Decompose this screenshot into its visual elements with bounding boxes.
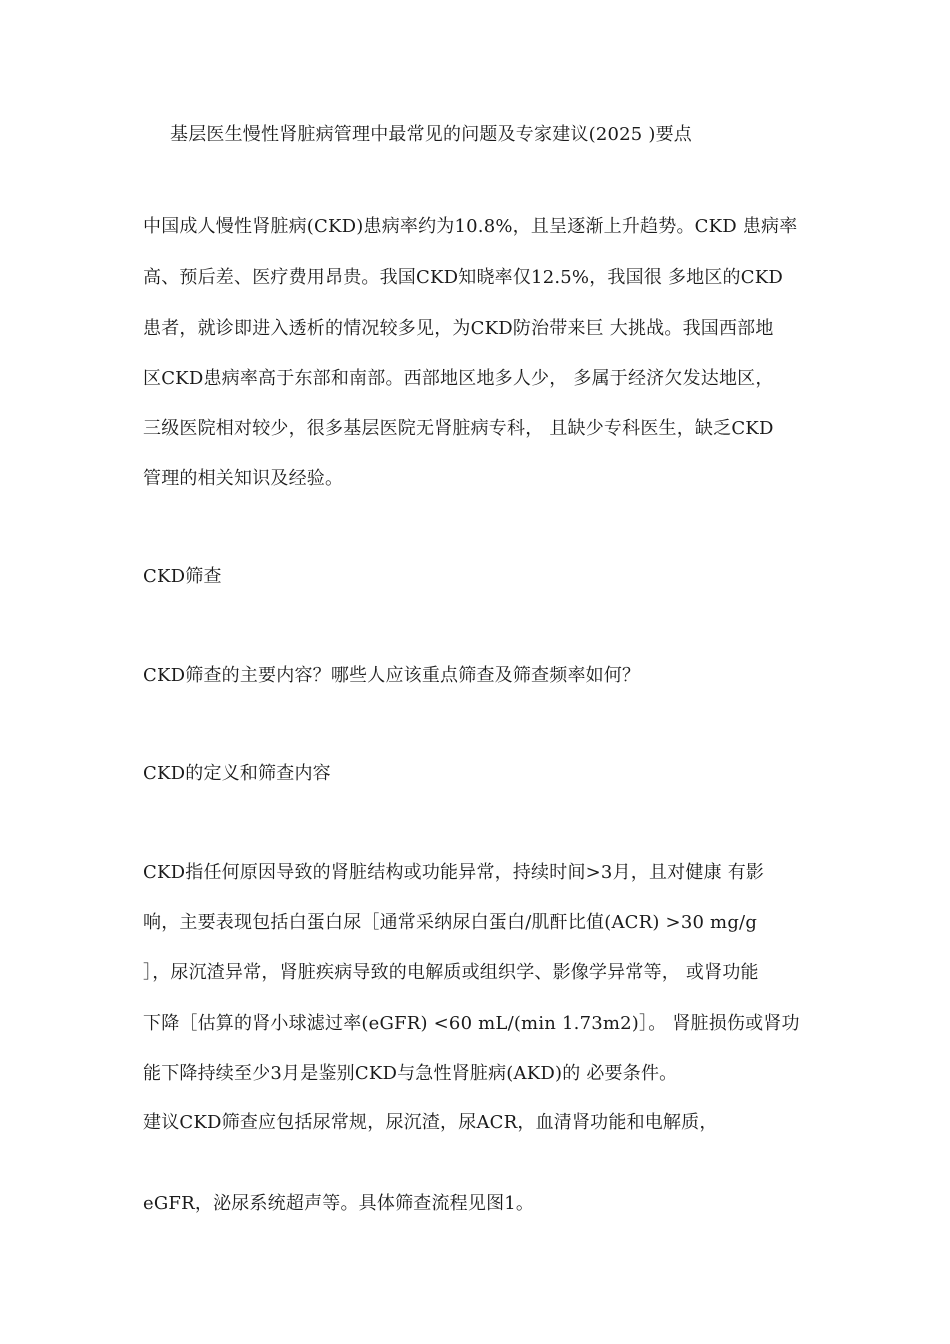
definition-line-5: 能下降持续至少3月是鉴别CKD与急性肾脏病(AKD)的 必要条件。 — [143, 1063, 678, 1084]
subheading: CKD的定义和筛查内容 — [143, 763, 331, 784]
intro-line-1: 中国成人慢性肾脏病(CKD)患病率约为10.8%，且呈逐渐上升趋势。CKD 患病率 — [143, 216, 798, 237]
definition-line-1: CKD指任何原因导致的肾脏结构或功能异常，持续时间>3月，且对健康 有影 — [143, 862, 765, 883]
intro-line-3: 患者，就诊即进入透析的情况较多见，为CKD防治带来巨 大挑战。我国西部地 — [143, 318, 774, 339]
definition-line-4: 下降［估算的肾小球滤过率(eGFR) <60 mL/(min 1.73m2)］。 肾脏损伤或肾功 — [143, 1013, 800, 1034]
intro-line-2: 高、预后差、医疗费用昂贵。我国CKD知晓率仅12.5%，我国很 多地区的CKD — [143, 267, 784, 288]
recommendation-line-1: 建议CKD筛查应包括尿常规，尿沉渣，尿ACR，血清肾功能和电解质， — [143, 1112, 718, 1133]
definition-line-2: 响，主要表现包括白蛋白尿［通常采纳尿白蛋白/肌酐比值(ACR) >30 mg/g — [143, 912, 758, 933]
intro-line-5: 三级医院相对较少，很多基层医院无肾脏病专科， 且缺少专科医生，缺乏CKD — [143, 418, 774, 439]
document-title: 基层医生慢性肾脏病管理中最常见的问题及专家建议(2025 )要点 — [170, 124, 692, 145]
section-heading: CKD筛查 — [143, 566, 222, 587]
screening-question: CKD筛查的主要内容？哪些人应该重点筛查及筛查频率如何？ — [143, 665, 641, 686]
intro-line-4: 区CKD患病率高于东部和南部。西部地区地多人少， 多属于经济欠发达地区， — [143, 368, 774, 389]
recommendation-line-2: eGFR，泌尿系统超声等。具体筛查流程见图1。 — [143, 1193, 535, 1214]
definition-line-3: ］，尿沉渣异常，肾脏疾病导致的电解质或组织学、影像学异常等， 或肾功能 — [143, 962, 759, 983]
intro-line-6: 管理的相关知识及经验。 — [143, 468, 344, 489]
